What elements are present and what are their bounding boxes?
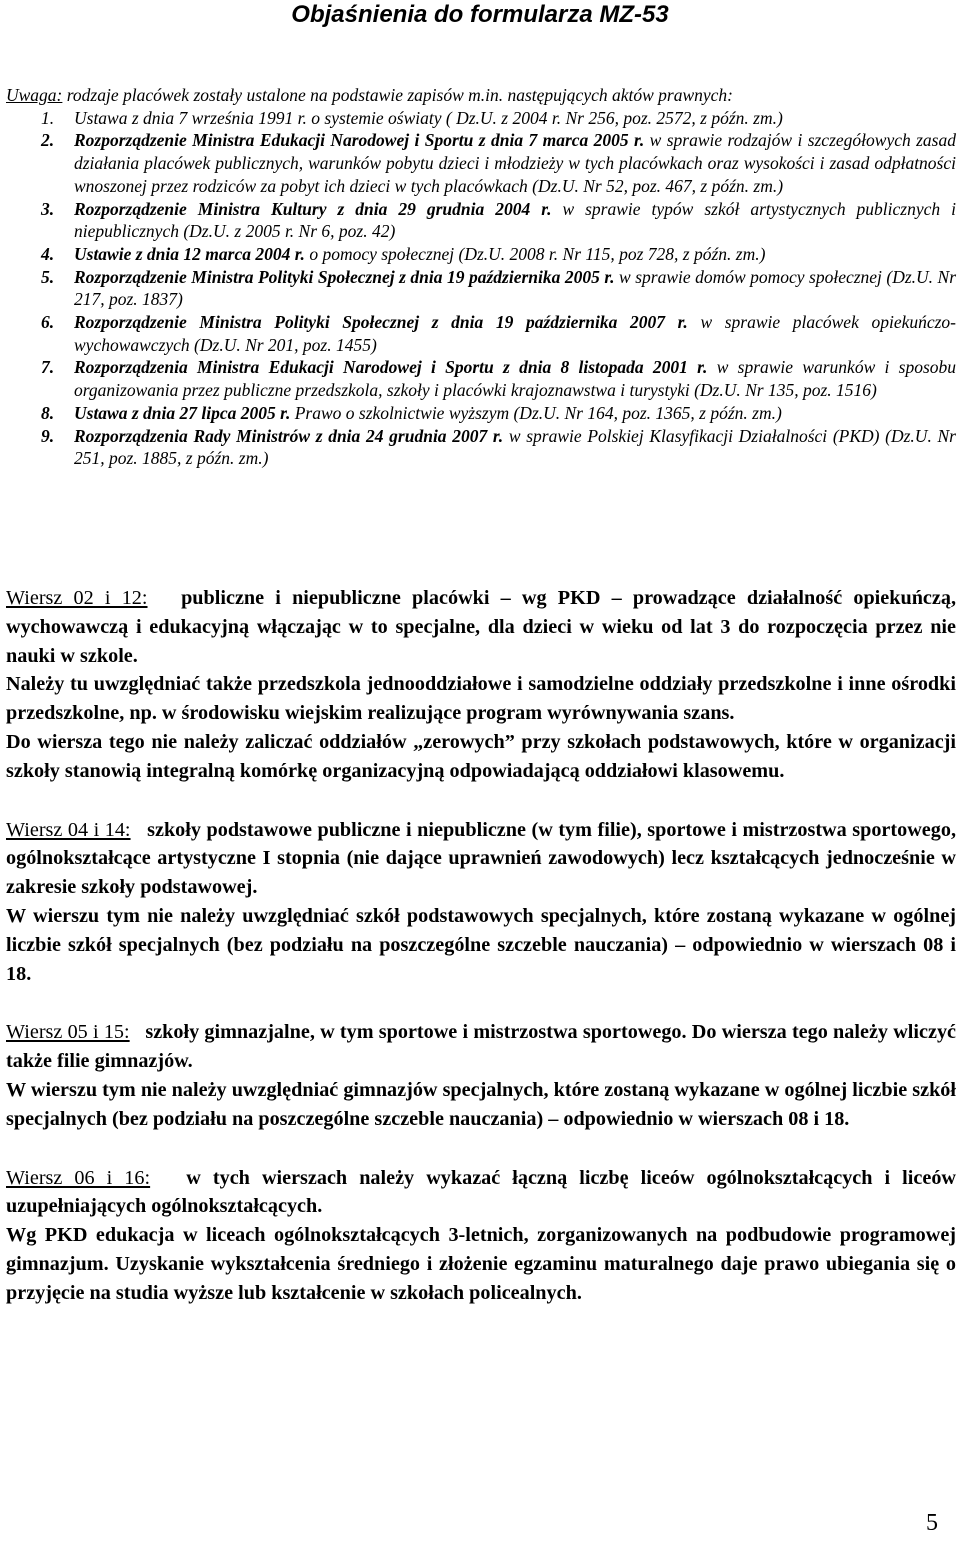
legal-act-text [74, 107, 956, 130]
section-first-paragraph [6, 1164, 956, 1222]
legal-act-title: Rozporządzenie Ministra Polityki Społecznej z dnia 19 października 2007 r. [74, 312, 688, 333]
legal-act-body: w sprawie typów szkół artystycznych publicznych i niepublicznych (Dz.U. z 2005 r. Nr 6, poz. 42) [74, 198, 957, 242]
legal-act-text [74, 402, 956, 425]
legal-act-text [74, 266, 956, 311]
legal-act-item [6, 107, 956, 130]
legal-act-body: Ustawa z dnia 7 września 1991 r. o systemie oświaty ( Dz.U. z 2004 r. Nr 256, poz. 2572, z późn. zm.) [74, 107, 783, 128]
section-first-paragraph [6, 584, 956, 670]
note-heading [6, 84, 956, 107]
section-spacer [6, 988, 956, 1018]
section-paragraph: Do wiersza tego nie należy zaliczać oddziałów „zerowych” przy szkołach podstawowych, które w organizacji szkoły stanowią integralną komórkę organizacyjną odpowiadającą oddziałowi klasowemu. [6, 730, 956, 782]
section-paragraph: W wierszu tym nie należy uwzględniać gimnazjów specjalnych, które zostaną wykazane w ogólnej liczbie szkół specjalnych (bez podziału na poszczególne szczeble nauczania) – odpowiednio w wierszach 08 i 18. [6, 1078, 956, 1130]
section-first-paragraph [6, 816, 956, 902]
legal-act-item [6, 129, 956, 197]
row-label: Wiersz 06 i 16: [6, 1166, 151, 1189]
section-spacer [6, 786, 956, 816]
legal-act-title: Ustawa z dnia 27 lipca 2005 r. [74, 402, 291, 423]
legal-act-item [6, 425, 956, 470]
legal-act-body: w sprawie warunków i sposobu organizowania przez publiczne przedszkola, szkoły i placówki krajoznawstwa i turystyki (Dz.U. Nr 135, poz. 1516) [74, 357, 957, 401]
section-first-paragraph [6, 1018, 956, 1076]
legal-act-body: w sprawie domów pomocy społecznej (Dz.U. Nr 217, poz. 1837) [74, 266, 957, 310]
section-text: w tych wierszach należy wykazać łączną liczbę liceów ogólnokształcących i liceów uzupełniających ogólnokształcących. [6, 1166, 956, 1218]
legal-act-title: Rozporządzenia Ministra Edukacji Narodowej i Sportu z dnia 8 listopada 2001 r. [74, 357, 708, 378]
legal-act-body: o pomocy społecznej (Dz.U. 2008 r. Nr 115, poz 728, z późn. zm.) [309, 243, 766, 264]
section-paragraph: Wg PKD edukacja w liceach ogólnokształcących 3-letnich, zorganizowanych na podbudowie programowej gimnazjum. Uzyskanie wykształcenia średniego i złożenie egzaminu maturalnego daje prawo ubiegania się o przyjęcie na studia wyższe lub kształcenie w szkołach policealnych. [6, 1224, 956, 1304]
legal-act-number: 2. [41, 130, 55, 151]
section-text: szkoły podstawowe publiczne i niepubliczne (w tym filie), sportowe i mistrzostwa sportowego, ogólnokształcące artystyczne I stopnia (nie dające uprawnień zawodowych) lecz kształcących jednocześnie w zakresie szkoły podstawowej. [6, 818, 956, 899]
row-label: Wiersz 05 i 15: [6, 1021, 130, 1044]
legal-act-item [6, 243, 956, 266]
section-text: publiczne i niepubliczne placówki – wg PKD – prowadzące działalność opiekuńczą, wychowawczą i edukacyjną włączając w to specjalne, dla dzieci w wieku od lat 3 do rozpoczęcia przez nie nauki w szkole. [6, 587, 956, 667]
legal-act-title: Rozporządzenie Ministra Kultury z dnia 29 grudnia 2004 r. [74, 198, 552, 219]
legal-act-title: Rozporządzenie Ministra Edukacji Narodowej i Sportu z dnia 7 marca 2005 r. [74, 130, 645, 151]
legal-act-number: 8. [41, 402, 55, 423]
note-text: rodzaje placówek zostały ustalone na podstawie zapisów m.in. następujących aktów prawnych: [66, 85, 733, 105]
section-text: szkoły gimnazjalne, w tym sportowe i mistrzostwa sportowego. Do wiersza tego należy wliczyć także filie gimnazjów. [6, 1021, 956, 1073]
note-label: Uwaga: [6, 85, 63, 105]
legal-act-number: 3. [41, 198, 55, 219]
row-section [6, 816, 956, 989]
legal-act-item [6, 266, 956, 311]
legal-act-text [74, 243, 956, 266]
section-spacer [6, 1134, 956, 1164]
legal-act-text [74, 129, 956, 197]
legal-act-body: Prawo o szkolnictwie wyższym (Dz.U. Nr 164, poz. 1365, z późn. zm.) [294, 402, 782, 423]
row-section [6, 1164, 956, 1308]
legal-acts-list [6, 107, 956, 470]
legal-act-item [6, 402, 956, 425]
row-section [6, 584, 956, 786]
legal-act-text [74, 356, 956, 401]
page-title: Objaśnienia do formularza MZ-53 [291, 1, 669, 28]
legal-act-text [74, 425, 956, 470]
row-section [6, 1018, 956, 1133]
section-paragraph: Należy tu uwzględniać także przedszkola jednooddziałowe i samodzielne oddziały przedszkolne i inne ośrodki przedszkolne, np. w środowisku wiejskim realizujące program wyrównywania szans. [6, 673, 956, 725]
legal-act-number: 7. [41, 357, 55, 378]
section-paragraph: W wierszu tym nie należy uwzględniać szkół podstawowych specjalnych, które zostaną wykazane w ogólnej liczbie szkół specjalnych (bez podziału na poszczególne szczeble nauczania) – odpowiednio w wierszach 08 i 18. [6, 904, 956, 985]
legal-act-number: 6. [41, 312, 55, 333]
legal-act-title: Ustawie z dnia 12 marca 2004 r. [74, 243, 305, 264]
legal-act-body: w sprawie placówek opiekuńczo-wychowawczych (Dz.U. Nr 201, poz. 1455) [74, 312, 957, 355]
legal-act-text [74, 311, 956, 356]
page-number: 5 [926, 1510, 938, 1536]
row-explanations [6, 584, 956, 1308]
row-label: Wiersz 04 i 14: [6, 818, 131, 841]
legal-act-item [6, 198, 956, 243]
legal-act-item [6, 311, 956, 356]
legal-act-number: 4. [41, 243, 55, 264]
legal-act-title: Rozporządzenia Rady Ministrów z dnia 24 grudnia 2007 r. [74, 425, 504, 446]
legal-act-text [74, 198, 956, 243]
legal-act-body: w sprawie rodzajów i szczegółowych zasad działania placówek publicznych, warunków pobytu dzieci i młodzieży w tych placówkach oraz wysokości i zasad odpłatności wnoszonej przez rodziców za pobyt ich dzieci w tych placówkach (Dz.U. Nr 52, poz. 467, z późn. zm.) [74, 130, 956, 196]
legal-act-number: 9. [41, 425, 55, 446]
legal-act-number: 1. [41, 107, 55, 128]
legal-act-item [6, 356, 956, 401]
legal-act-title: Rozporządzenie Ministra Polityki Społecznej z dnia 19 października 2005 r. [74, 266, 615, 287]
row-label: Wiersz 02 i 12: [6, 587, 148, 609]
legal-act-body: w sprawie Polskiej Klasyfikacji Działalności (PKD) (Dz.U. Nr 251, poz. 1885, z późn. zm.) [74, 425, 956, 469]
legal-acts-note [6, 84, 956, 470]
legal-act-number: 5. [41, 266, 55, 287]
